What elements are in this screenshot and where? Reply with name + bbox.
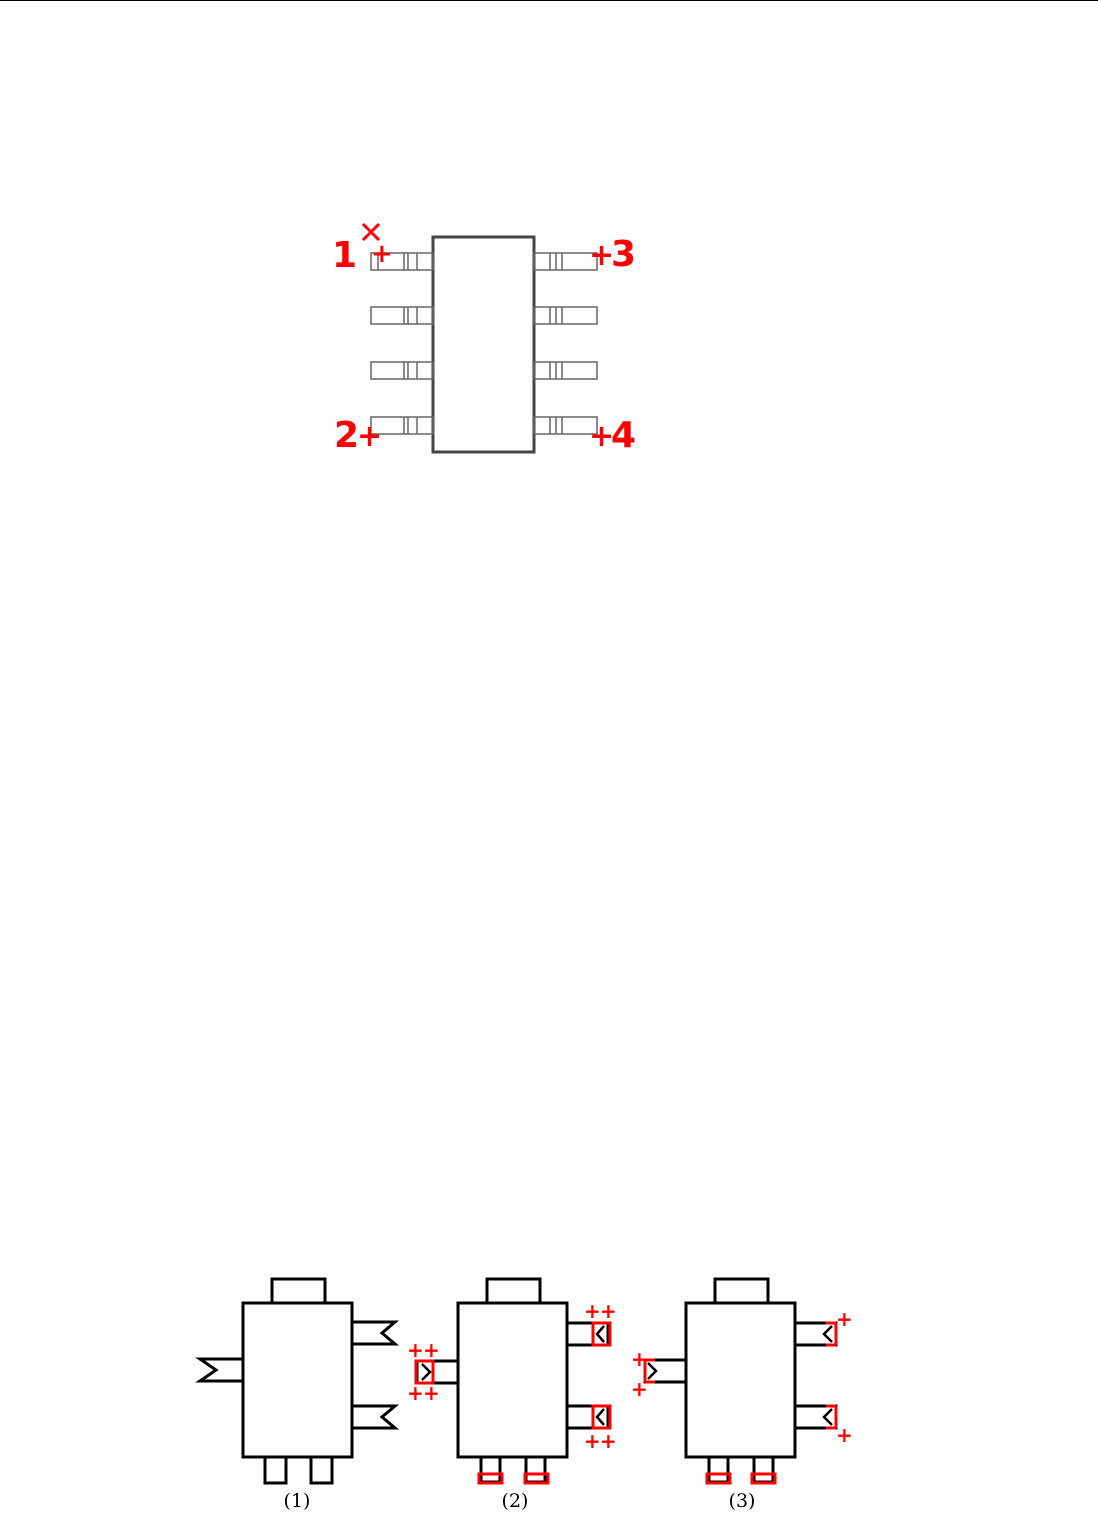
pin1-plus-mark: + xyxy=(371,239,393,269)
plus-mark: + xyxy=(600,1429,617,1453)
fig1-right-lead-bottom xyxy=(352,1406,395,1428)
fig1-body xyxy=(243,1303,352,1457)
pin4-plus-mark: + xyxy=(589,419,615,454)
plus-mark: + xyxy=(423,1381,440,1405)
fig2-body xyxy=(458,1303,567,1457)
caption-figure-2: (2) xyxy=(501,1490,529,1512)
fig3-right-lead-bottom xyxy=(795,1406,836,1428)
package-figure-3 xyxy=(631,1279,853,1483)
pin-label-1: 1 xyxy=(332,235,358,276)
fig2-bottom-lead-right xyxy=(526,1457,545,1482)
plus-mark: + xyxy=(836,1307,853,1331)
fig2-right-lead-bottom xyxy=(567,1406,608,1428)
pin3-plus-mark: + xyxy=(589,238,615,273)
plus-mark: + xyxy=(584,1299,601,1323)
fig3-top-tab xyxy=(715,1279,768,1303)
fig3-right-lead-top xyxy=(795,1323,836,1345)
package-figure-2 xyxy=(407,1279,617,1483)
fig3-bottom-lead-left xyxy=(709,1457,728,1482)
ic-cross-marker-icon xyxy=(363,224,379,240)
caption-figure-1: (1) xyxy=(283,1490,311,1512)
fig3-red-highlights xyxy=(645,1323,836,1483)
plus-mark: + xyxy=(631,1377,648,1401)
lead-right-3 xyxy=(534,362,597,379)
lead-right-1 xyxy=(534,253,597,270)
lead-left-3 xyxy=(371,362,433,379)
ic-package-diagram xyxy=(332,224,636,456)
lead-right-4 xyxy=(534,417,597,434)
fig2-right-lead-top xyxy=(567,1323,608,1345)
fig2-plus-marks xyxy=(407,1299,617,1453)
plus-mark: + xyxy=(631,1347,648,1371)
plus-mark: + xyxy=(407,1338,424,1362)
ic-left-leads xyxy=(371,253,433,434)
fig3-left-lead xyxy=(645,1360,686,1382)
pin-label-2: 2 xyxy=(334,415,360,456)
caption-figure-3: (3) xyxy=(728,1490,756,1512)
fig2-bottom-lead-left xyxy=(481,1457,500,1482)
lead-right-2 xyxy=(534,307,597,324)
fig1-bottom-lead-right xyxy=(311,1457,332,1483)
fig2-top-tab xyxy=(487,1279,540,1303)
fig1-bottom-lead-left xyxy=(265,1457,286,1483)
ic-body xyxy=(433,237,534,452)
plus-mark: + xyxy=(423,1338,440,1362)
pin-label-3: 3 xyxy=(611,234,637,275)
plus-mark: + xyxy=(600,1299,617,1323)
pin2-plus-mark: + xyxy=(357,419,383,454)
fig3-bottom-lead-right xyxy=(754,1457,773,1482)
fig1-left-lead xyxy=(200,1359,243,1381)
fig1-top-tab xyxy=(272,1279,325,1303)
fig2-red-highlights xyxy=(416,1323,610,1483)
pin-label-4: 4 xyxy=(611,415,637,456)
plus-mark: + xyxy=(584,1429,601,1453)
fig3-plus-marks xyxy=(631,1307,853,1447)
plus-mark: + xyxy=(407,1381,424,1405)
plus-mark: + xyxy=(836,1423,853,1447)
fig1-right-lead-top xyxy=(352,1322,395,1344)
fig3-body xyxy=(686,1303,795,1457)
package-figure-1 xyxy=(200,1279,395,1483)
lead-left-2 xyxy=(371,307,433,324)
ic-right-leads xyxy=(534,253,597,434)
